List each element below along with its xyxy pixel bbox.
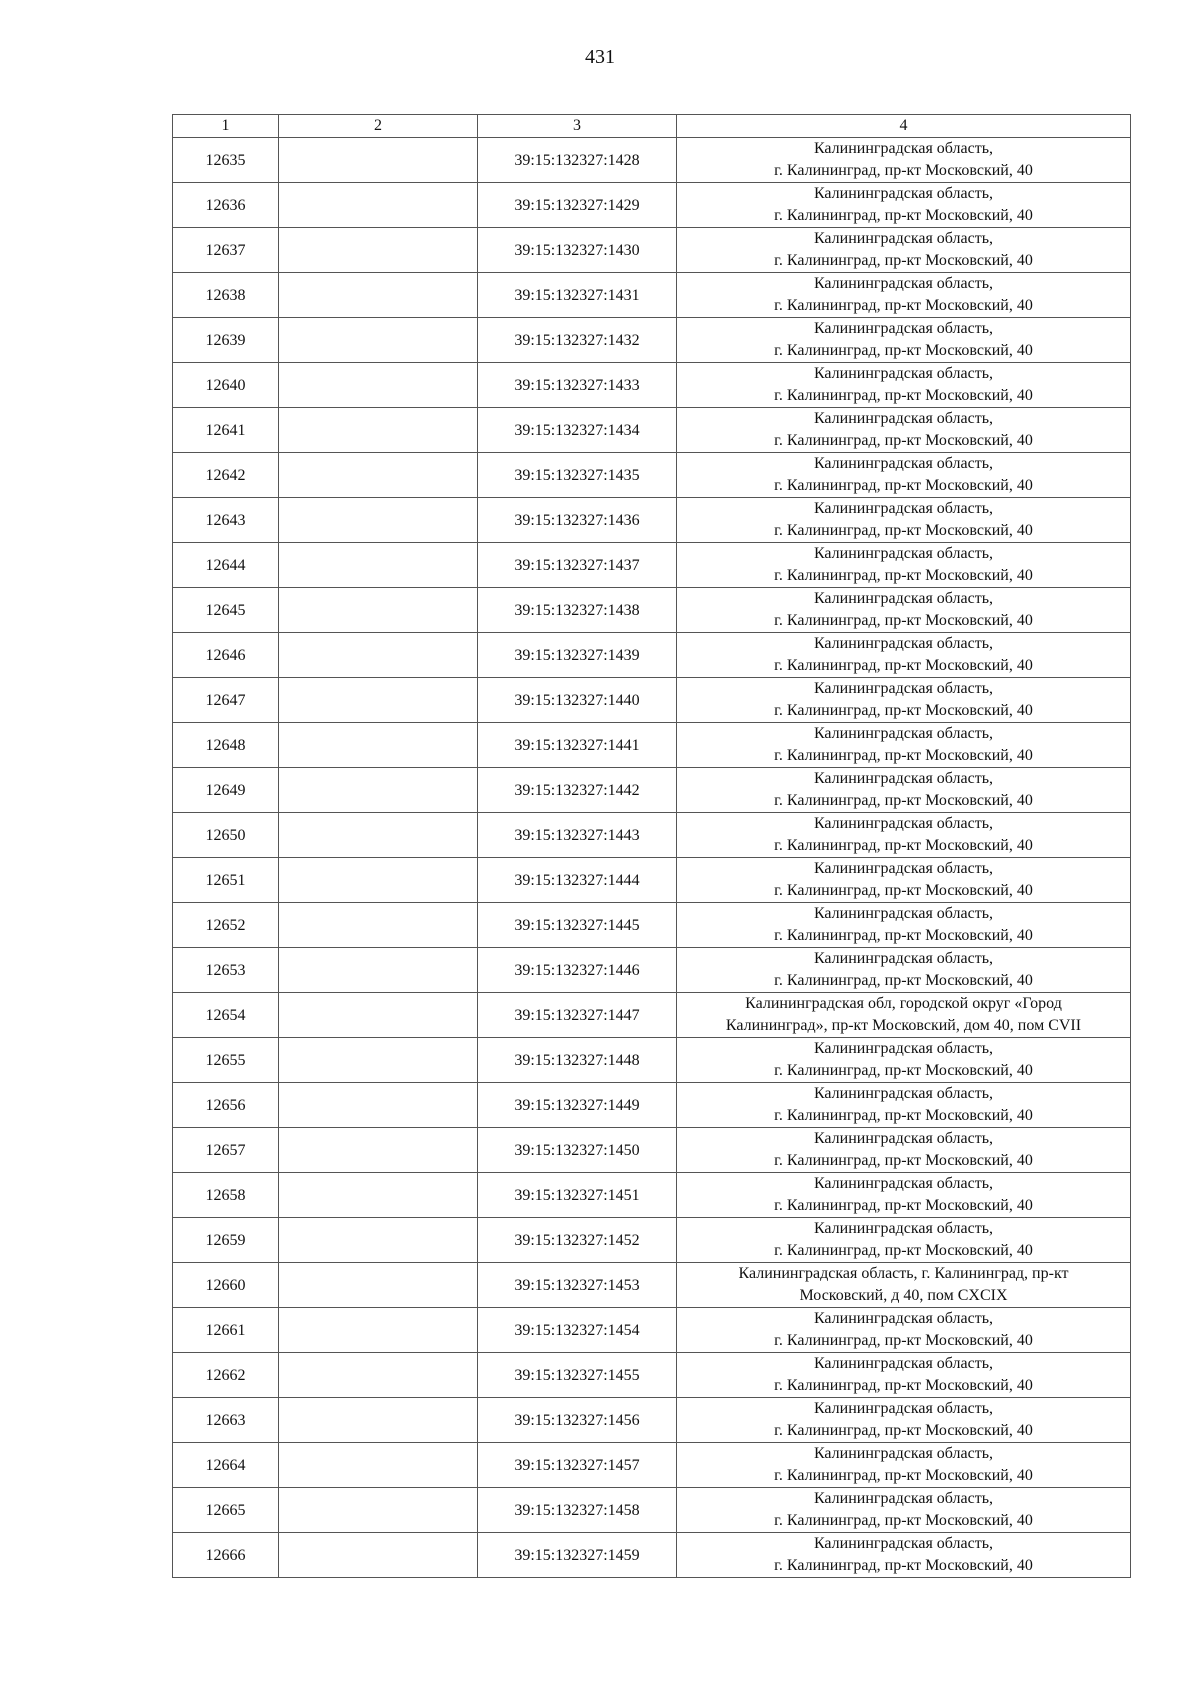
address-cell	[677, 948, 1131, 993]
address-cell	[677, 1173, 1131, 1218]
cadastral-number-cell: 39:15:132327:1434	[478, 408, 677, 453]
address-line: Калининградская область,	[813, 185, 994, 202]
table-row	[173, 1173, 1131, 1218]
column-2-cell	[279, 183, 478, 228]
row-number-cell: 12648	[173, 723, 279, 768]
row-number-cell: 12635	[173, 138, 279, 183]
address-line: г. Калининград, пр-кт Московский, 40	[774, 1242, 1033, 1259]
table-row	[173, 318, 1131, 363]
column-2-cell	[279, 633, 478, 678]
row-number-cell: 12650	[173, 813, 279, 858]
table-row	[173, 1218, 1131, 1263]
row-number-cell: 12659	[173, 1218, 279, 1263]
address-line: Калининградская область,	[813, 410, 994, 427]
column-2-cell	[279, 588, 478, 633]
address-cell	[677, 1443, 1131, 1488]
address-line: Калининградская область,	[813, 725, 994, 742]
row-number-cell: 12647	[173, 678, 279, 723]
column-2-cell	[279, 363, 478, 408]
table-row	[173, 543, 1131, 588]
header-row	[173, 115, 1131, 138]
row-number-cell: 12653	[173, 948, 279, 993]
address-cell	[677, 903, 1131, 948]
table-row	[173, 1443, 1131, 1488]
address-cell	[677, 1083, 1131, 1128]
column-2-cell	[279, 948, 478, 993]
address-line: Калининградская область,	[813, 230, 994, 247]
address-line: Калининградская область,	[813, 1220, 994, 1237]
address-line: Калининградская область,	[813, 1490, 994, 1507]
cadastral-number-cell: 39:15:132327:1450	[478, 1128, 677, 1173]
column-2-cell	[279, 993, 478, 1038]
column-2-cell	[279, 1263, 478, 1308]
row-number-cell: 12662	[173, 1353, 279, 1398]
address-line: г. Калининград, пр-кт Московский, 40	[774, 927, 1033, 944]
address-cell	[677, 993, 1131, 1038]
table-row	[173, 408, 1131, 453]
address-cell	[677, 363, 1131, 408]
column-2-cell	[279, 858, 478, 903]
column-2-cell	[279, 723, 478, 768]
column-2-cell	[279, 318, 478, 363]
table-row	[173, 1308, 1131, 1353]
address-line: г. Калининград, пр-кт Московский, 40	[774, 567, 1033, 584]
registry-table	[172, 114, 1131, 1578]
address-cell	[677, 273, 1131, 318]
address-line: Калининградская область,	[813, 950, 994, 967]
cadastral-number-cell: 39:15:132327:1439	[478, 633, 677, 678]
row-number-cell: 12657	[173, 1128, 279, 1173]
cadastral-number-cell: 39:15:132327:1440	[478, 678, 677, 723]
cadastral-number-cell: 39:15:132327:1446	[478, 948, 677, 993]
column-header-2: 2	[279, 115, 478, 138]
row-number-cell: 12645	[173, 588, 279, 633]
address-cell	[677, 183, 1131, 228]
address-line: Калининградская область,	[813, 275, 994, 292]
address-line: Калининградская область,	[813, 1130, 994, 1147]
address-line: г. Калининград, пр-кт Московский, 40	[774, 342, 1033, 359]
address-line: Калининградская область,	[813, 1400, 994, 1417]
cadastral-number-cell: 39:15:132327:1437	[478, 543, 677, 588]
column-2-cell	[279, 1083, 478, 1128]
column-2-cell	[279, 1173, 478, 1218]
address-line: Калининградская обл, городской округ «Город	[745, 995, 1062, 1012]
cadastral-number-cell: 39:15:132327:1457	[478, 1443, 677, 1488]
table-row	[173, 813, 1131, 858]
address-cell	[677, 1398, 1131, 1443]
column-2-cell	[279, 1443, 478, 1488]
cadastral-number-cell: 39:15:132327:1432	[478, 318, 677, 363]
cadastral-number-cell: 39:15:132327:1455	[478, 1353, 677, 1398]
row-number-cell: 12665	[173, 1488, 279, 1533]
row-number-cell: 12639	[173, 318, 279, 363]
row-number-cell: 12651	[173, 858, 279, 903]
column-2-cell	[279, 498, 478, 543]
table-row	[173, 228, 1131, 273]
table-row	[173, 453, 1131, 498]
column-2-cell	[279, 1353, 478, 1398]
column-header-3: 3	[478, 115, 677, 138]
row-number-cell: 12636	[173, 183, 279, 228]
address-cell	[677, 1038, 1131, 1083]
cadastral-number-cell: 39:15:132327:1458	[478, 1488, 677, 1533]
address-line: г. Калининград, пр-кт Московский, 40	[774, 657, 1033, 674]
cadastral-number-cell: 39:15:132327:1452	[478, 1218, 677, 1263]
address-line: Калининградская область,	[813, 1535, 994, 1552]
column-2-cell	[279, 1398, 478, 1443]
address-line: Калининградская область,	[813, 320, 994, 337]
address-line: г. Калининград, пр-кт Московский, 40	[774, 1377, 1033, 1394]
row-number-cell: 12654	[173, 993, 279, 1038]
cadastral-number-cell: 39:15:132327:1428	[478, 138, 677, 183]
cadastral-number-cell: 39:15:132327:1449	[478, 1083, 677, 1128]
address-line: г. Калининград, пр-кт Московский, 40	[774, 972, 1033, 989]
cadastral-number-cell: 39:15:132327:1451	[478, 1173, 677, 1218]
address-cell	[677, 543, 1131, 588]
row-number-cell: 12660	[173, 1263, 279, 1308]
cadastral-number-cell: 39:15:132327:1447	[478, 993, 677, 1038]
address-cell	[677, 858, 1131, 903]
address-cell	[677, 723, 1131, 768]
cadastral-number-cell: 39:15:132327:1431	[478, 273, 677, 318]
address-line: г. Калининград, пр-кт Московский, 40	[774, 612, 1033, 629]
row-number-cell: 12637	[173, 228, 279, 273]
cadastral-number-cell: 39:15:132327:1444	[478, 858, 677, 903]
address-line: г. Калининград, пр-кт Московский, 40	[774, 207, 1033, 224]
address-cell	[677, 1128, 1131, 1173]
cadastral-number-cell: 39:15:132327:1456	[478, 1398, 677, 1443]
address-cell	[677, 1488, 1131, 1533]
address-line: Калининградская область,	[813, 815, 994, 832]
cadastral-number-cell: 39:15:132327:1453	[478, 1263, 677, 1308]
address-cell	[677, 138, 1131, 183]
address-line: г. Калининград, пр-кт Московский, 40	[774, 162, 1033, 179]
address-cell	[677, 813, 1131, 858]
cadastral-number-cell: 39:15:132327:1433	[478, 363, 677, 408]
column-2-cell	[279, 543, 478, 588]
cadastral-number-cell: 39:15:132327:1445	[478, 903, 677, 948]
address-line: г. Калининград, пр-кт Московский, 40	[774, 1467, 1033, 1484]
address-line: г. Калининград, пр-кт Московский, 40	[774, 522, 1033, 539]
address-line: Калининградская область,	[813, 500, 994, 517]
table-row	[173, 858, 1131, 903]
table-row	[173, 183, 1131, 228]
column-2-cell	[279, 1308, 478, 1353]
row-number-cell: 12643	[173, 498, 279, 543]
address-line: Калининградская область,	[813, 365, 994, 382]
address-line: г. Калининград, пр-кт Московский, 40	[774, 1107, 1033, 1124]
column-2-cell	[279, 768, 478, 813]
table-row	[173, 1263, 1131, 1308]
address-line: Калининградская область,	[813, 770, 994, 787]
page-number: 431	[585, 46, 615, 68]
address-cell	[677, 408, 1131, 453]
table-row	[173, 633, 1131, 678]
cadastral-number-cell: 39:15:132327:1436	[478, 498, 677, 543]
column-2-cell	[279, 228, 478, 273]
cadastral-number-cell: 39:15:132327:1442	[478, 768, 677, 813]
column-2-cell	[279, 453, 478, 498]
cadastral-number-cell: 39:15:132327:1441	[478, 723, 677, 768]
table-row	[173, 1083, 1131, 1128]
address-line: г. Калининград, пр-кт Московский, 40	[774, 252, 1033, 269]
cadastral-number-cell: 39:15:132327:1435	[478, 453, 677, 498]
address-line: Калининградская область,	[813, 905, 994, 922]
table-row	[173, 903, 1131, 948]
address-cell	[677, 1218, 1131, 1263]
table-row	[173, 1353, 1131, 1398]
address-cell	[677, 1308, 1131, 1353]
row-number-cell: 12664	[173, 1443, 279, 1488]
address-line: г. Калининград, пр-кт Московский, 40	[774, 1062, 1033, 1079]
column-2-cell	[279, 903, 478, 948]
table-row	[173, 363, 1131, 408]
column-2-cell	[279, 1218, 478, 1263]
address-line: г. Калининград, пр-кт Московский, 40	[774, 297, 1033, 314]
column-2-cell	[279, 408, 478, 453]
address-cell	[677, 228, 1131, 273]
address-line: Калининград», пр-кт Московский, дом 40, пом CVII	[725, 1017, 1082, 1034]
row-number-cell: 12663	[173, 1398, 279, 1443]
address-line: Калининградская область,	[813, 635, 994, 652]
cadastral-number-cell: 39:15:132327:1454	[478, 1308, 677, 1353]
row-number-cell: 12652	[173, 903, 279, 948]
address-cell	[677, 1263, 1131, 1308]
table-row	[173, 1038, 1131, 1083]
table-header	[173, 115, 1131, 138]
address-line: Калининградская область,	[813, 1040, 994, 1057]
row-number-cell: 12640	[173, 363, 279, 408]
address-line: Калининградская область,	[813, 590, 994, 607]
address-line: г. Калининград, пр-кт Московский, 40	[774, 1512, 1033, 1529]
table-row	[173, 1128, 1131, 1173]
address-line: г. Калининград, пр-кт Московский, 40	[774, 477, 1033, 494]
row-number-cell: 12655	[173, 1038, 279, 1083]
table-row	[173, 1488, 1131, 1533]
address-line: г. Калининград, пр-кт Московский, 40	[774, 387, 1033, 404]
table-row	[173, 273, 1131, 318]
address-line: Калининградская область,	[813, 455, 994, 472]
table-row	[173, 498, 1131, 543]
row-number-cell: 12661	[173, 1308, 279, 1353]
table-row	[173, 678, 1131, 723]
address-line: г. Калининград, пр-кт Московский, 40	[774, 882, 1033, 899]
cadastral-number-cell: 39:15:132327:1429	[478, 183, 677, 228]
address-line: г. Калининград, пр-кт Московский, 40	[774, 1197, 1033, 1214]
address-cell	[677, 498, 1131, 543]
table-row	[173, 588, 1131, 633]
column-2-cell	[279, 1038, 478, 1083]
row-number-cell: 12646	[173, 633, 279, 678]
table-row	[173, 768, 1131, 813]
address-cell	[677, 1533, 1131, 1578]
address-cell	[677, 768, 1131, 813]
address-cell	[677, 1353, 1131, 1398]
address-line: г. Калининград, пр-кт Московский, 40	[774, 792, 1033, 809]
row-number-cell: 12644	[173, 543, 279, 588]
row-number-cell: 12658	[173, 1173, 279, 1218]
address-line: Калининградская область,	[813, 1355, 994, 1372]
row-number-cell: 12641	[173, 408, 279, 453]
cadastral-number-cell: 39:15:132327:1430	[478, 228, 677, 273]
column-header-1: 1	[173, 115, 279, 138]
column-2-cell	[279, 138, 478, 183]
table-row	[173, 723, 1131, 768]
address-line: Калининградская область,	[813, 1310, 994, 1327]
address-line: г. Калининград, пр-кт Московский, 40	[774, 702, 1033, 719]
address-cell	[677, 678, 1131, 723]
column-2-cell	[279, 1533, 478, 1578]
table-row	[173, 1533, 1131, 1578]
cadastral-number-cell: 39:15:132327:1438	[478, 588, 677, 633]
address-line: Калининградская область,	[813, 1085, 994, 1102]
cadastral-number-cell: 39:15:132327:1448	[478, 1038, 677, 1083]
address-line: г. Калининград, пр-кт Московский, 40	[774, 1557, 1033, 1574]
address-line: г. Калининград, пр-кт Московский, 40	[774, 747, 1033, 764]
address-cell	[677, 318, 1131, 363]
address-line: Калининградская область,	[813, 140, 994, 157]
address-cell	[677, 633, 1131, 678]
column-2-cell	[279, 1488, 478, 1533]
row-number-cell: 12638	[173, 273, 279, 318]
address-line: Калининградская область,	[813, 1175, 994, 1192]
address-line: Калининградская область,	[813, 545, 994, 562]
row-number-cell: 12649	[173, 768, 279, 813]
address-line: Московский, д 40, пом CXCIX	[799, 1287, 1008, 1304]
column-2-cell	[279, 813, 478, 858]
row-number-cell: 12656	[173, 1083, 279, 1128]
cadastral-number-cell: 39:15:132327:1459	[478, 1533, 677, 1578]
address-line: Калининградская область,	[813, 860, 994, 877]
column-2-cell	[279, 1128, 478, 1173]
column-2-cell	[279, 273, 478, 318]
row-number-cell: 12642	[173, 453, 279, 498]
address-line: г. Калининград, пр-кт Московский, 40	[774, 1332, 1033, 1349]
table-row	[173, 993, 1131, 1038]
address-cell	[677, 588, 1131, 633]
row-number-cell: 12666	[173, 1533, 279, 1578]
address-line: Калининградская область,	[813, 1445, 994, 1462]
address-line: г. Калининград, пр-кт Московский, 40	[774, 1152, 1033, 1169]
column-2-cell	[279, 678, 478, 723]
table-row	[173, 1398, 1131, 1443]
column-header-4: 4	[677, 115, 1131, 138]
address-cell	[677, 453, 1131, 498]
table-body	[173, 138, 1131, 1578]
address-line: г. Калининград, пр-кт Московский, 40	[774, 837, 1033, 854]
table-row	[173, 948, 1131, 993]
address-line: г. Калининград, пр-кт Московский, 40	[774, 432, 1033, 449]
address-line: Калининградская область, г. Калининград, пр-кт	[738, 1265, 1069, 1282]
table-row	[173, 138, 1131, 183]
address-line: г. Калининград, пр-кт Московский, 40	[774, 1422, 1033, 1439]
address-line: Калининградская область,	[813, 680, 994, 697]
cadastral-number-cell: 39:15:132327:1443	[478, 813, 677, 858]
